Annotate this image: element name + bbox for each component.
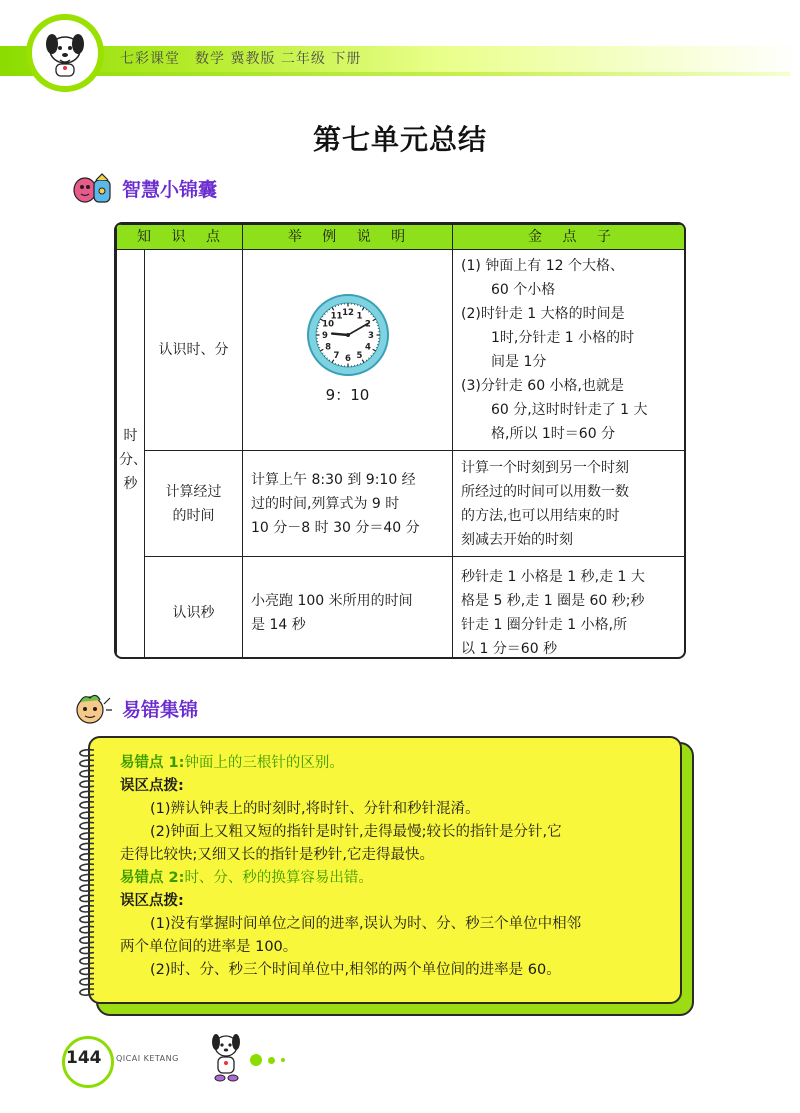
book-series-title: 七彩课堂 数学 冀教版 二年级 下册: [120, 51, 362, 67]
header-mascot-badge: [26, 14, 104, 92]
spiral-ring: [80, 906, 94, 912]
table-row: [117, 451, 687, 557]
tip-line: 的方法,也可以用结束的时: [461, 507, 620, 524]
clock-caption: 9：10: [325, 386, 370, 404]
topic-line: 计算经过: [165, 483, 222, 500]
spiral-ring: [80, 874, 94, 880]
tip-line: 格,所以 1时＝60 分: [491, 426, 616, 442]
spiral-ring: [80, 978, 94, 984]
clock-number: 3: [367, 331, 374, 342]
spiral-ring: [80, 854, 94, 860]
clock-icon: [306, 293, 390, 377]
clock-number: 1: [356, 311, 362, 322]
page-number: 144: [66, 1048, 102, 1068]
clock-number: 4: [364, 342, 371, 353]
tip-line: 格是 5 秒,走 1 圈是 60 秒;秒: [461, 593, 645, 609]
spiral-ring: [80, 822, 94, 828]
clock-number: 9: [321, 331, 328, 342]
spiral-ring: [80, 937, 94, 943]
category-char: 秒: [123, 475, 138, 492]
category-cell: [117, 250, 145, 660]
topic-cell: 认识时、分: [145, 250, 243, 451]
spiral-ring: [80, 802, 94, 808]
tip-line: 所经过的时间可以用数一数: [461, 483, 629, 500]
tip-line: (1) 钟面上有 12 个大格、: [461, 258, 624, 274]
topic-line: 的时间: [172, 507, 215, 524]
tip-cell: [453, 557, 687, 660]
mistakes-notebook: [88, 736, 692, 1014]
spiral-ring: [80, 916, 94, 922]
dot-large: [250, 1054, 262, 1066]
spiral-ring: [80, 812, 94, 818]
clock-number: 2: [364, 319, 371, 330]
section-heading-mistakes: [70, 690, 198, 726]
tip-line: (2)时针走 1 大格的时间是: [461, 306, 625, 322]
spiral-ring: [80, 750, 94, 756]
hint-line: 两个单位间的进率是 100。: [120, 939, 298, 955]
example-line: 是 14 秒: [251, 617, 306, 633]
spiral-ring: [80, 791, 94, 797]
tip-line: 1时,分针走 1 小格的时: [491, 330, 635, 346]
spiral-ring: [80, 760, 94, 766]
tip-line: 刻减去开始的时刻: [461, 531, 573, 548]
clock-number: 8: [324, 342, 331, 353]
table-header-example: 举 例 说 明: [243, 225, 453, 250]
hint-line: (2)钟面上又粗又短的指针是时针,走得最慢;较长的指针是分针,它: [150, 824, 562, 840]
tip-line: 针走 1 圈分针走 1 小格,所: [461, 617, 628, 633]
mistake-point-2: [120, 867, 662, 890]
table-header-tips: 金 点 子: [453, 225, 687, 250]
spiral-ring: [80, 770, 94, 776]
hint-label: 误区点拨:: [120, 778, 184, 794]
example-line: 计算上午 8:30 到 9:10 经: [251, 471, 416, 488]
knowledge-table: [114, 222, 686, 659]
spiral-ring: [80, 968, 94, 974]
clock-number: 7: [333, 351, 339, 362]
category-char: 时: [123, 427, 138, 444]
clock-number: 6: [344, 354, 351, 365]
mistake-point-text: 钟面上的三根针的区别。: [184, 755, 344, 771]
tip-line: 间是 1分: [491, 354, 547, 370]
tip-line: 秒针走 1 小格是 1 秒,走 1 大: [461, 569, 645, 585]
notebook-spiral: [74, 744, 104, 1000]
dot-small: [281, 1058, 285, 1062]
section-label: 易错集锦: [122, 698, 199, 721]
hint-line: (2)时、分、秒三个时间单位中,相邻的两个单位间的进率是 60。: [150, 962, 561, 978]
tip-line: 60 分,这时时针走了 1 大: [491, 402, 648, 418]
hour-hand: [332, 334, 348, 335]
tip-line: 计算一个时刻到另一个时刻: [461, 459, 629, 476]
section-heading-tips: [70, 170, 217, 206]
clock-number: 5: [356, 351, 362, 362]
puppy-mascot-icon: [206, 1030, 246, 1086]
clock-number: 10: [321, 319, 334, 330]
example-line: 小亮跑 100 米所用的时间: [251, 593, 413, 609]
notebook-page: [88, 736, 682, 1004]
hint-label: 误区点拨:: [120, 893, 184, 909]
category-char: 分、: [119, 451, 147, 468]
example-cell: [243, 250, 453, 451]
table-row: [117, 557, 687, 660]
spiral-ring: [80, 843, 94, 849]
mistake-point-text: 时、分、秒的换算容易出错。: [184, 870, 373, 886]
clock-number: 12: [341, 308, 354, 319]
spiral-ring: [80, 947, 94, 953]
tip-cell: [453, 451, 687, 557]
section-label: 智慧小锦囊: [122, 178, 218, 201]
cartoon-face-icon: [70, 690, 114, 726]
example-line: 过的时间,列算式为 9 时: [251, 495, 400, 512]
spiral-ring: [80, 926, 94, 932]
clock-number: 11: [330, 311, 342, 322]
topic-cell: [145, 451, 243, 557]
page-footer: [0, 1030, 800, 1113]
tip-line: 60 个小格: [491, 282, 556, 298]
spiral-ring: [80, 864, 94, 870]
spiral-ring: [80, 781, 94, 787]
topic-cell: 认识秒: [145, 557, 243, 660]
table-header-knowledge: 知 识 点: [117, 225, 243, 250]
spiral-ring: [80, 958, 94, 964]
cartoon-bag-icon: [70, 170, 114, 206]
brand-text: QICAI KETANG: [116, 1054, 179, 1063]
page-header: [0, 0, 800, 110]
spiral-ring: [80, 895, 94, 901]
tip-line: 以 1 分＝60 秒: [461, 641, 558, 657]
example-cell: [243, 451, 453, 557]
page-title: 第七单元总结: [312, 123, 487, 156]
mistake-point-label: 易错点 1:: [120, 755, 185, 771]
spiral-ring: [80, 885, 94, 891]
tip-line: (3)分针走 60 小格,也就是: [461, 378, 624, 394]
dot-medium: [268, 1057, 275, 1064]
hint-line: 走得比较快;又细又长的指针是秒针,它走得最快。: [120, 847, 434, 863]
example-cell: [243, 557, 453, 660]
hint-line: (1)辨认钟表上的时刻时,将时针、分针和秒针混淆。: [150, 801, 480, 817]
spiral-ring: [80, 989, 94, 995]
hint-line: (1)没有掌握时间单位之间的进率,误认为时、分、秒三个单位中相邻: [150, 916, 582, 932]
clock-center: [346, 333, 350, 337]
mistake-point-1: [120, 752, 662, 775]
table-row: [117, 250, 687, 451]
decorative-dots: [250, 1054, 285, 1066]
example-line: 10 分－8 时 30 分＝40 分: [251, 519, 420, 536]
mistake-point-label: 易错点 2:: [120, 870, 185, 886]
spiral-ring: [80, 833, 94, 839]
header-rule: [0, 72, 790, 76]
tip-cell: [453, 250, 687, 451]
puppy-mascot-icon: [32, 20, 98, 86]
